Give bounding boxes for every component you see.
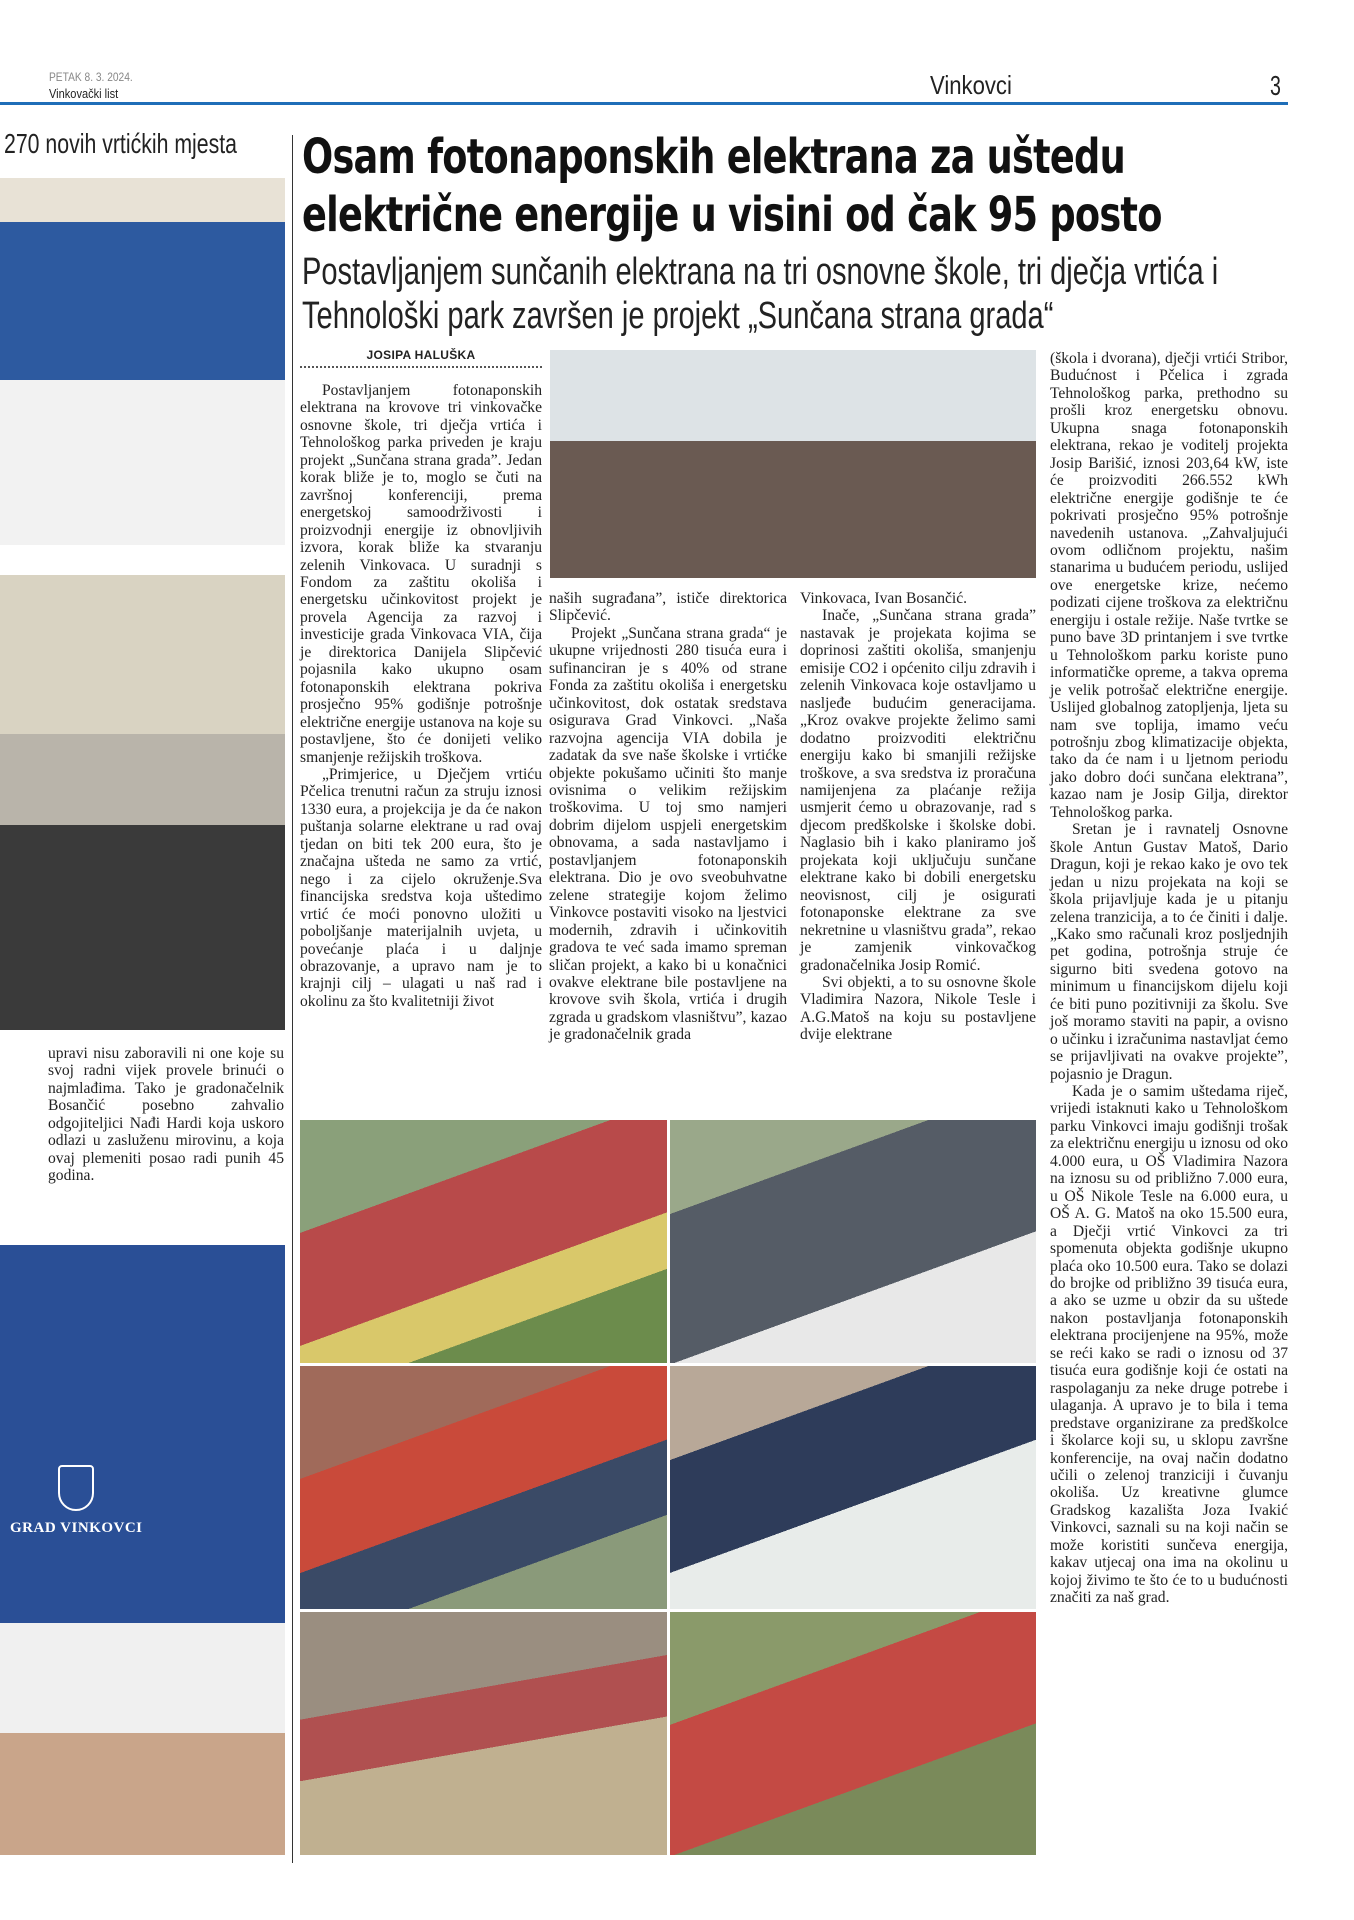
paragraph: (škola i dvorana), dječji vrtići Stribor, Budućnost i Pčelica i zgrada Tehnološkog parka, prethodno su prošli kroz energetsku obnovu. Ukupna snaga fotonaponskih elektrana, rekao je voditelj projekta Josip Barišić, iznosi 203,64 kW, iste će proizvoditi 266.552 kWh električne energije godišnje te će pokrivati prosječno 95% potrošnje navedenih ustanova. „Zahvaljujući ovom odličnom projektu, našim stanarima u budućem periodu, uslijed ove energetske krize, nećemo podizati cijene troškova za električnu energiju i ostale režije. Naše tvrtke se puno bave 3D printanjem i sve tvrtke u Tehnološkom parku koriste puno informatičke opreme, a takva oprema je velik potrošač električne energije. Uslijed globalnog zatopljenja, ljeta su nam sve toplija, imamo veću potrošnju zbog klimatizacije objekta, tako da će nam i u ljetnom periodu jako dobro doći sunčana elektrana”, kazao nam je Josip Gilja, direktor Tehnološkog parka. — [1050, 350, 1288, 821]
article-column-2 — [549, 590, 787, 1044]
aerial-photo-kindergarten — [300, 1366, 667, 1609]
paragraph: Inače, „Sunčana strana grada” nastavak je projekata kojima se doprinosi zaštiti okoliša, smanjenju emisije CO2 i općenito cilju zdravih i zelenih Vinkovaca koje ostavljamo u nasljeđe budućim generacijama. „Kroz ovakve projekte želimo sami dodatno proizvoditi električnu energiju kako bi smanjili režijske troškove, a sva sredstva iz proračuna namijenjena za plaćanje režija usmjerit ćemo u obrazovanje, rad s djecom predškolske i školske dobi. Naglasio bih i kako planiramo još projekata koji uključuju sunčane elektrane kako bi dobili energetsku neovisnost, cilj je osigurati fotonaponske elektrane za sve nekretnine u vlasništvu grada”, rekao je zamjenik vinkovačkog gradonačelnika Josip Romić. — [800, 607, 1036, 974]
paragraph: naših sugrađana”, ističe direktorica Slipčević. — [549, 590, 787, 625]
aerial-photo-school — [300, 1120, 667, 1363]
article-column-1 — [300, 382, 542, 1010]
aerial-photo-kindergarten-2 — [300, 1612, 667, 1855]
photo-signing-ceremony — [0, 178, 285, 545]
header-rule — [0, 102, 1288, 105]
photo-mayor-press — [0, 1245, 285, 1855]
publication-name: Vinkovački list — [49, 86, 119, 101]
paragraph: Svi objekti, a to su osnovne škole Vladimira Nazora, Nikole Tesle i A.G.Matoš na koju su postavljene dvije elektrane — [800, 973, 1036, 1044]
sidebar-text — [48, 1045, 284, 1185]
sidebar-title: 270 novih vrtićkih mjesta — [4, 128, 237, 159]
paragraph: Sretan je i ravnatelj Osnovne škole Antun Gustav Matoš, Dario Dragun, koji je rekao kako je ovo tek jedan u nizu projekata na koji se škola prijavljuje kada je u pitanju zelena tranzicija, a to će činiti i dalje. „Kako smo računali kroz posljednjih pet godina, potrošnja struje će sigurno biti svedena gotovo na minimum u financijskom dijelu koji će biti puno pozitivniji za školu. Sve još moramo staviti na papir, a ovisno o učinku i izračunima nastavljat ćemo se prijavljivati na ovakve projekte”, pojasnio je Dragun. — [1050, 821, 1288, 1083]
paragraph: Vinkovaca, Ivan Bosančić. — [800, 590, 968, 607]
sidebar-paragraph: upravi nisu zaboravili ni one koje su svoj radni vijek provele brinući o najmlađima. Tako je gradonačelnik Bosančić posebno zahvalio odgojiteljici Nađi Hardi koja uskoro odlazi u zasluženu mirovinu, a koja ovaj plemeniti posao radi punih 45 godina. — [48, 1045, 284, 1185]
byline: JOSIPA HALUŠKA — [366, 348, 476, 362]
paragraph: Projekt „Sunčana strana grada“ je ukupne vrijednosti 280 tisuća eura i sufinanciran je s 40% od strane Fonda za zaštitu okoliša i energetsku učinkovitost, dok ostatak sredstava osigurava Grad Vinkovci. „Naša razvojna agencija VIA dobila je zadatak da sve naše školske i vrtićke objekte pokušamo učiniti što manje ovisnima o velikim režijskim troškovima. U toj smo namjeri dobrim dijelom uspjeli energetskim obnovama, a sada nastavljamo i postavljanjem fotonaponskih elektrana. Dio je ovo sveobuhvatne zelene strategije kojom želimo Vinkovce postaviti visoko na ljestvici modernih, zdravih i učinkovitih gradova te već sada imamo spreman sličan projekt, a kako bi u konačnici ovakve elektrane bile postavljene na krovove svih škola, vrtića i drugih zgrada u gradskom vlasništvu”, kazao je gradonačelnik grada — [549, 624, 787, 1044]
headline: Osam fotonaponskih elektrana za uštedu električne energije u visini od čak 95 posto — [302, 129, 1162, 243]
photo-audience — [0, 575, 285, 1030]
article-column-4 — [1050, 350, 1288, 1607]
paragraph: Kada je o samim uštedama riječ, vrijedi istaknuti kako u Tehnološkom parku Vinkovci imaju godišnji trošak za električnu energiju u iznosu od oko 4.000 eura, u OŠ Vladimira Nazora na iznosu su od približno 7.000 eura, u OŠ Nikole Tesle na 6.000 eura, u OŠ A. G. Matoš na oko 15.500 eura, a Dječji vrtić Vinkovci za tri spomenuta objekta godišnje ukupno plaća oko 10.500 eura. Tako se dolazi do brojke od približno 39 tisuća eura, a ako se uzme u obzir da su uštede nakon postavljanja fotonaponskih elektrana procijenjene na 95%, može se reći kako se radi o iznosu od 37 tisuća eura godišnje koji će ostati na raspolaganju za neke druge potrebe i ulaganja. A upravo je to bila i tema predstave organizirane za predškolce i školarce koji su, u sklopu završne konferencije, na ovaj način dodatno učili o zelenoj tranziciji i čuvanju okoliša. Uz kreativne glumce Gradskog kazališta Joza Ivakić Vinkovci, saznali su na koji način se može koristiti sunčeva energija, kakav utjecaj ona ima na okolinu u kojoj živimo te što će to u budućnosti značiti za naš grad. — [1050, 1083, 1288, 1607]
byline-separator — [300, 366, 542, 368]
column-divider — [292, 135, 293, 1863]
aerial-photo-school-2 — [670, 1612, 1037, 1855]
city-crest-icon — [58, 1465, 94, 1511]
paragraph: Postavljanjem fotonaponskih elektrana na krovove tri vinkovačke osnovne škole, tri dječja vrtića i Tehnološkog parka priveden je kraju projekt „Sunčana strana grada”. Jedan korak bliže je to, moglo se čuti na završnoj konferenciji, prema energetskoj samoodrživosti i proizvodnji energije iz obnovljivih izvora, korak bliže ka stvaranju zelenih Vinkovaca. U suradnji s Fondom za zaštitu okoliša i energetsku učinkovitost projekt je provela Agencija za razvoj i investicije grada Vinkovaca VIA, čija je direktorica Danijela Slipčević pojasnila kako ukupno osam fotonaponskih elektrana pokriva prosječno 95% godišnje potrošnje električne energije ustanova na koje su postavljene, što će donijeti veliko smanjenje režijskih troškova. — [300, 382, 542, 766]
aerial-photo-hall — [670, 1120, 1037, 1363]
photo-children-performance — [550, 350, 1036, 578]
issue-date: PETAK 8. 3. 2024. — [49, 70, 133, 84]
subheadline: Postavljanjem sunčanih elektrana na tri osnovne škole, tri dječja vrtića i Tehnološki park završen je projekt „Sunčana strana grada“ — [302, 251, 1219, 337]
aerial-photo-grid — [300, 1120, 1036, 1855]
aerial-photo-tech-park — [670, 1366, 1037, 1609]
section-name: Vinkovci — [930, 70, 1012, 100]
logo-text: GRAD VINKOVCI — [10, 1520, 143, 1536]
page-number: 3 — [1270, 70, 1281, 101]
paragraph: „Primjerice, u Dječjem vrtiću Pčelica trenutni račun za struju iznosi 1330 eura, a projekcija je da će nakon puštanja solarne elektrane u rad ovaj tjedan on biti tek 200 eura, što je značajna ušteda ne samo za vrtić, nego i za cijelo okruženje.Sva financijska sredstva koja uštedimo vrtić će moći ponovno uložiti u poboljšanje materijalnih uvjeta, u povećanje plaća i u daljnje obrazovanje, a upravo nam je to krajnji cilj – ulagati u naš rad i okolinu za što kvalitetniji život — [300, 765, 542, 1010]
article-column-3 — [800, 590, 1036, 1044]
